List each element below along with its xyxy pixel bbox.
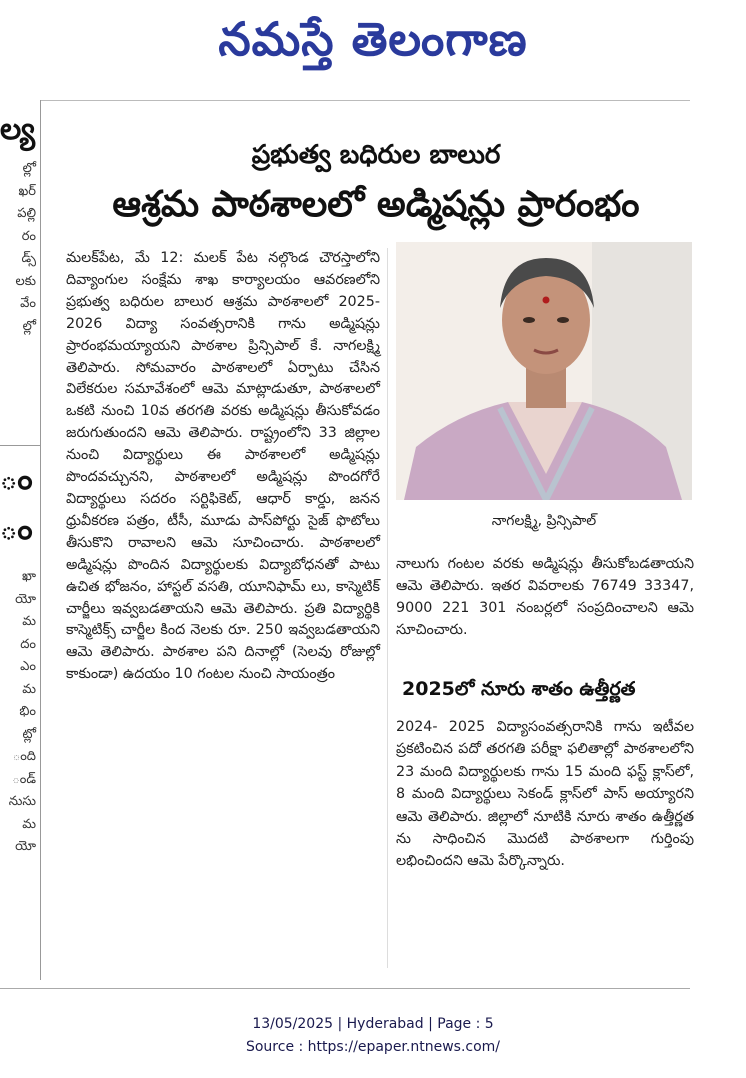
strip-text-lines [0, 566, 36, 859]
strip-text-lines [0, 158, 36, 338]
strip-line: పల్లి [17, 206, 36, 221]
principal-portrait-icon [396, 242, 692, 500]
principal-photo [396, 242, 692, 500]
strip-divider [0, 445, 40, 446]
strip-line: ట్లో [22, 726, 36, 742]
top-divider [40, 90, 690, 101]
strip-line: ఖర్ [18, 183, 36, 199]
news-article [54, 122, 698, 974]
strip-line: మ [22, 681, 36, 697]
bottom-divider [0, 988, 690, 989]
strip-line: నుసు [8, 794, 36, 809]
strip-line: మ [22, 816, 36, 832]
photo-caption: నాగలక్ష్మి, ప్రిన్సిపాల్ [491, 513, 597, 529]
strip-line: దం [20, 636, 36, 652]
strip-headline-fragment: ం [0, 512, 33, 547]
article-headline: ఆశ్రమ పాఠశాలలో అడ్మిషన్లు ప్రారంభం [112, 184, 640, 225]
strip-line: యో [15, 839, 36, 854]
column-divider [387, 248, 388, 968]
strip-line: భిం [19, 704, 36, 719]
article-body-right: నాలుగు గంటల వరకు అడ్మిషన్లు తీసుకోబడతాయని ఆమె తెలిపారు. ఇతర వివరాలకు 76749 33347, 9000 221 301 నంబర్లలో సంప్రదించాలని ఆమె సూచించారు. [396, 556, 694, 638]
article-kicker: ప్రభుత్వ బధిరుల బాలుర [251, 140, 501, 170]
strip-line: ల్లో [22, 161, 36, 176]
strip-line: మ [22, 614, 36, 629]
strip-line: ంది [12, 749, 36, 764]
strip-line: ఎం [20, 659, 36, 674]
article-body-left: మలక్‌పేట, మే 12: మలక్ పేట నల్గొండ చౌరస్తాలోని దివ్యాంగుల సంక్షేమ శాఖ కార్యాలయం ఆవరణలోని ప్రభుత్వ బధిరుల బాలుర ఆశ్రమ పాఠశాలలో 2025-2026 విద్యా సంవత్సరానికి గాను అడ్మిషన్లు ప్రారంభమయ్యాయని పాఠశాల ప్రిన్సిపాల్ కే. నాగలక్ష్మి తెలిపారు. సోమవారం పాఠశాలలో ఏర్పాటు చేసిన విలేకరుల సమావేశంలో ఆమె మాట్లాడుతూ, పాఠశాలలో ఒకటి నుంచి 10వ తరగతి వరకు అడ్మిషన్లు తీసుకోవడం జరుగుతుందని ఆమె తెలిపారు. రాష్ట్రంలోని 33 జిల్లాల నుంచి విద్యార్థులు ఈ పాఠశాలలో అడ్మిషన్లు పొందవచ్చునని, పాఠశాలలో అడ్మిషన్లు పొందగోరే విద్యార్థులు సదరం సర్టిఫికెట్, ఆధార్ కార్డు, జనన ధ్రువీకరణ పత్రం, టీసీ, మూడు పాస్‌పోర్టు సైజ్ ఫొటోలు తీసుకొని రావాలని ఆమె సూచించారు. పాఠశాలలో అడ్మిషన్లు పొందిన విద్యార్థులకు విద్యాబోధనతో పాటు ఉచిత భోజనం, హాస్టల్ వసతి, యూనిఫామ్ లు, కాస్మెటిక్ చార్జీలు ఇవ్వబడతాయని ఆమె తెలిపారు. ప్రతి విద్యార్థికి కాస్మెటిక్స్ చార్జీల కింద నెలకు రూ. 250 ఇవ్వబడతాయని ఆమె తెలిపారు. పాఠశాల పని దినాల్లో (సెలవు రోజుల్లో కాకుండా) ఉదయం 10 గంటల నుంచి సాయంత్రం [66, 250, 380, 683]
strip-line: వేం [20, 296, 36, 311]
article-subheading: 2025లో నూరు శాతం ఉత్తీర్ణత [402, 678, 636, 700]
strip-headline-fragment: ల్య [0, 112, 36, 147]
strip-line: డ్స్ [21, 251, 36, 266]
footer-date-edition: 13/05/2025 | Hyderabad | Page : 5 [252, 1016, 494, 1032]
adjacent-article-strip [0, 100, 41, 980]
strip-line: లకు [15, 273, 36, 289]
footer-source-link[interactable]: Source : https://epaper.ntnews.com/ [245, 1039, 501, 1055]
strip-line: ల్లో [22, 318, 36, 334]
article-body-right-continued: 2024- 2025 విద్యాసంవత్సరానికి గాను ఇటీవల ప్రకటించిన పదో తరగతి పరీక్షా ఫలితాల్లో పాఠశాలలోని 23 మంది విద్యార్థులకు గాను 15 మంది ఫస్ట్ క్లాస్‌లో, 8 మంది విద్యార్థులు సెకండ్ క్లాస్‌లో పాస్ అయ్యారని ఆమె తెలిపారు. జిల్లాలో నూటికి నూరు శాతం ఉత్తీర్ణత ను సాధించిన మొదటి పాఠశాలగా గుర్తింపు లభించిందని ఆమె పేర్కొన్నారు. [396, 719, 694, 870]
strip-line: ఖా [21, 569, 36, 584]
strip-line: యో [15, 591, 36, 607]
newspaper-masthead: నమస్తే తెలంగాణ [218, 12, 528, 66]
strip-line: రం [21, 228, 36, 244]
strip-line: ండ్ [12, 771, 36, 787]
strip-headline-fragment: ం [0, 462, 33, 497]
